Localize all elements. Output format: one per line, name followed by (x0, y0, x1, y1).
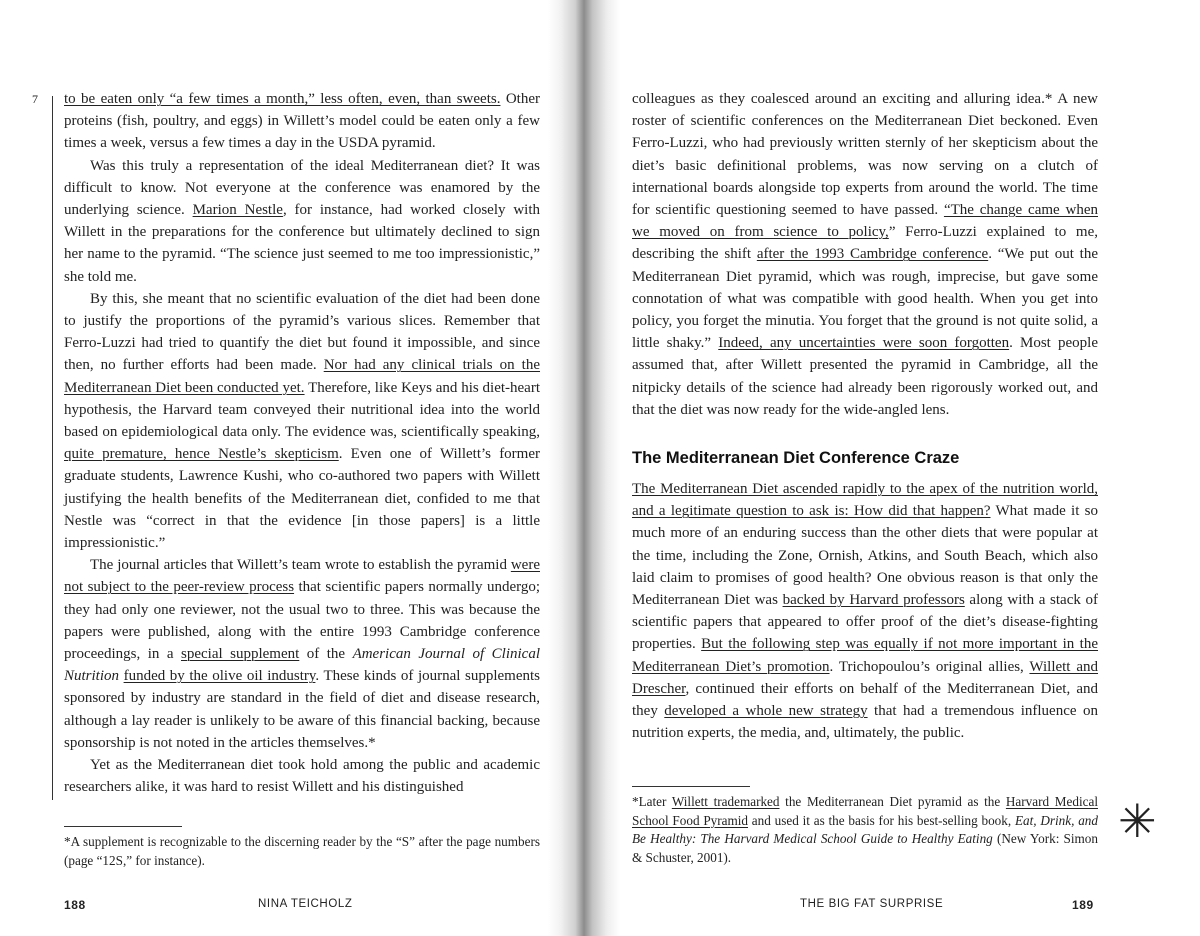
left-page-body (64, 88, 540, 799)
text-run: . Even one of Willett’s former graduate students, Lawrence Kushi, who co-authored two papers with Willett justifying the health benefits of the Mediterranean diet, confided to me that Nestle was “correct in that the evidence [in those papers] is a little impressionistic.” (64, 446, 540, 552)
text-run: and used it as the basis for his best-selling book, (748, 812, 1015, 828)
text-run: of the (299, 646, 353, 663)
page-number: 188 (64, 898, 86, 912)
running-head: THE BIG FAT SURPRISE (800, 898, 944, 910)
underlined-text: quite premature, hence Nestle’s skepticism (64, 446, 339, 463)
text-run: that had a tremendous influence on nutrition experts, the media, and, ultimately, the public. (632, 703, 1098, 742)
underlined-text: Willett and Drescher (632, 658, 1099, 697)
underlined-text: Harvard Medical School Food Pyramid (632, 794, 1098, 828)
text-run: , continued their efforts on behalf of the Mediterranean Diet, and they (632, 680, 1098, 720)
underlined-text: Marion Nestle (192, 202, 283, 219)
text-run: *Later (632, 794, 672, 809)
paragraph (632, 478, 1098, 744)
footnote (632, 793, 1098, 867)
running-head: NINA TEICHOLZ (258, 898, 353, 910)
footnote: *A supplement is recognizable to the discerning reader by the “S” after the page numbers (page “12S,” for instance). (64, 834, 540, 868)
text-run: that scientific papers normally undergo; they had only one reviewer, not the usual two to three. This was because the papers were published, along with the entire 1993 Cambridge conference proceedings, in a (64, 579, 540, 663)
text-run: . These kinds of journal supplements sponsored by industry are standard in the field of diet and disease research, although a lay reader is unlikely to be aware of this financial backing, because sponsorship is not noted in the articles themselves.* (64, 668, 541, 751)
paragraph (64, 155, 540, 288)
text-run: along with a stack of scientific papers that appeared to offer proof of the diet’s disease-fighting properties. (632, 592, 1098, 653)
footnote-divider (64, 826, 182, 827)
text-run: ” Ferro-Luzzi explained to me, describing the shift (632, 224, 1098, 263)
underlined-text: The Mediterranean Diet ascended rapidly to the apex of the nutrition world, and a legitimate question to ask is: How did that happen? (632, 481, 1098, 520)
text-run: The journal articles that Willett’s team wrote to establish the pyramid (90, 557, 511, 574)
text-run: Was this truly a representation of the ideal Mediterranean diet? It was difficult to know. Not everyone at the conference was enamored by the underlying science. (64, 157, 540, 219)
book-title: Eat, Drink, and Be Healthy: The Harvard Medical School Guide to Healthy Eating (632, 812, 1098, 847)
paragraph (64, 88, 540, 155)
text-run: What made it so much more of an enduring success than the other diets that were popular at the time, including the Zone, Ornish, Atkins, and South Beach, which also laid claim to promises of good health? One obvious reason is that only the Mediterranean Diet was (632, 503, 1098, 609)
book-gutter (548, 0, 620, 936)
text-run: , for instance, had worked closely with Willett in the preparations for the conference but ultimately declined to sign her name to the pyramid. “The science just seemed to me too impressionistic,” she told me. (64, 202, 541, 285)
page-number: 189 (1072, 898, 1094, 912)
underlined-text: Nor had any clinical trials on the Mediterranean Diet been conducted yet. (64, 357, 541, 396)
section-heading: The Mediterranean Diet Conference Craze (632, 449, 960, 468)
journal-title: American Journal of Clinical Nutrition (64, 646, 540, 685)
margin-bracket-line (52, 96, 53, 800)
paragraph (64, 554, 540, 754)
underlined-text: developed a whole new strategy (664, 703, 868, 720)
underlined-text: Indeed, any uncertainties were soon forgotten (718, 335, 1010, 352)
right-page-body (632, 88, 1098, 744)
text-run: By this, she meant that no scientific evaluation of the diet had been done to justify the proportions of the pyramid’s various slices. Remember that Ferro-Luzzi had tried to quantify the diet but found it impossible, and since then, no further efforts had been made. (64, 290, 540, 374)
text-run: Yet as the Mediterranean diet took hold among the public and academic researchers alike, it was hard to resist Willett and his distinguished (64, 757, 540, 796)
underlined-text: special supplement (181, 646, 300, 663)
underlined-text: funded by the olive oil industry (123, 668, 316, 685)
underlined-text: “The change came when we moved on from science to policy, (632, 202, 1098, 241)
underlined-text: to be eaten only “a few times a month,” less often, even, than sweets. (64, 91, 501, 107)
underlined-text: Willett trademarked (671, 794, 780, 809)
text-run: the Mediterranean Diet pyramid as the (779, 794, 1006, 809)
left-footnote-block (64, 826, 540, 870)
text-run: colleagues as they coalesced around an exciting and alluring idea.* A new roster of scientific conferences on the Mediterranean Diet beckoned. Even Ferro-Luzzi, who had previously written sternly of her skepticism about the diet’s basic definitional problems, was now serving on a clutch of international boards alongside top experts from around the world. The time for scientific questioning seemed to have passed. (632, 91, 1098, 219)
footnote-divider (632, 786, 750, 787)
paragraph (632, 88, 1098, 421)
text-run: Therefore, like Keys and his diet-heart hypothesis, the Harvard team conveyed their nutritional idea into the world based on epidemiological data only. The evidence was, scientifically speaking, (64, 379, 540, 441)
margin-mark: 7 (32, 92, 38, 106)
paragraph (64, 754, 540, 798)
text-run: . Most people assumed that, after Willett presented the pyramid in Cambridge, all the nitpicky details of the science had already been rigorously worked out, and that the diet was now ready for the wide-angled lens. (632, 335, 1098, 418)
underlined-text: were not subject to the peer-review process (64, 557, 540, 596)
asterisk-margin-icon: ✳ (1118, 794, 1157, 848)
text-run: . Trichopoulou’s original allies, (829, 658, 1030, 675)
text-run: . “We put out the Mediterranean Diet pyramid, which was rough, imprecise, but gave some connotation of what was compatible with good health. When you get into policy, you forget the minutia. You forget that the ground is not quite solid, a little shaky.” (632, 246, 1098, 352)
text-run: Other proteins (fish, poultry, and eggs) in Willett’s model could be eaten only a few times a week, versus a few times a day in the USDA pyramid. (64, 91, 540, 152)
underlined-text: backed by Harvard professors (782, 592, 965, 609)
paragraph (64, 288, 540, 554)
text-run: (New York: Simon & Schuster, 2001). (632, 831, 1098, 865)
underlined-text: But the following step was equally if not more important in the Mediterranean Diet’s promotion (632, 636, 1099, 675)
underlined-text: after the 1993 Cambridge conference (756, 246, 989, 263)
right-footnote-block (632, 786, 1098, 867)
